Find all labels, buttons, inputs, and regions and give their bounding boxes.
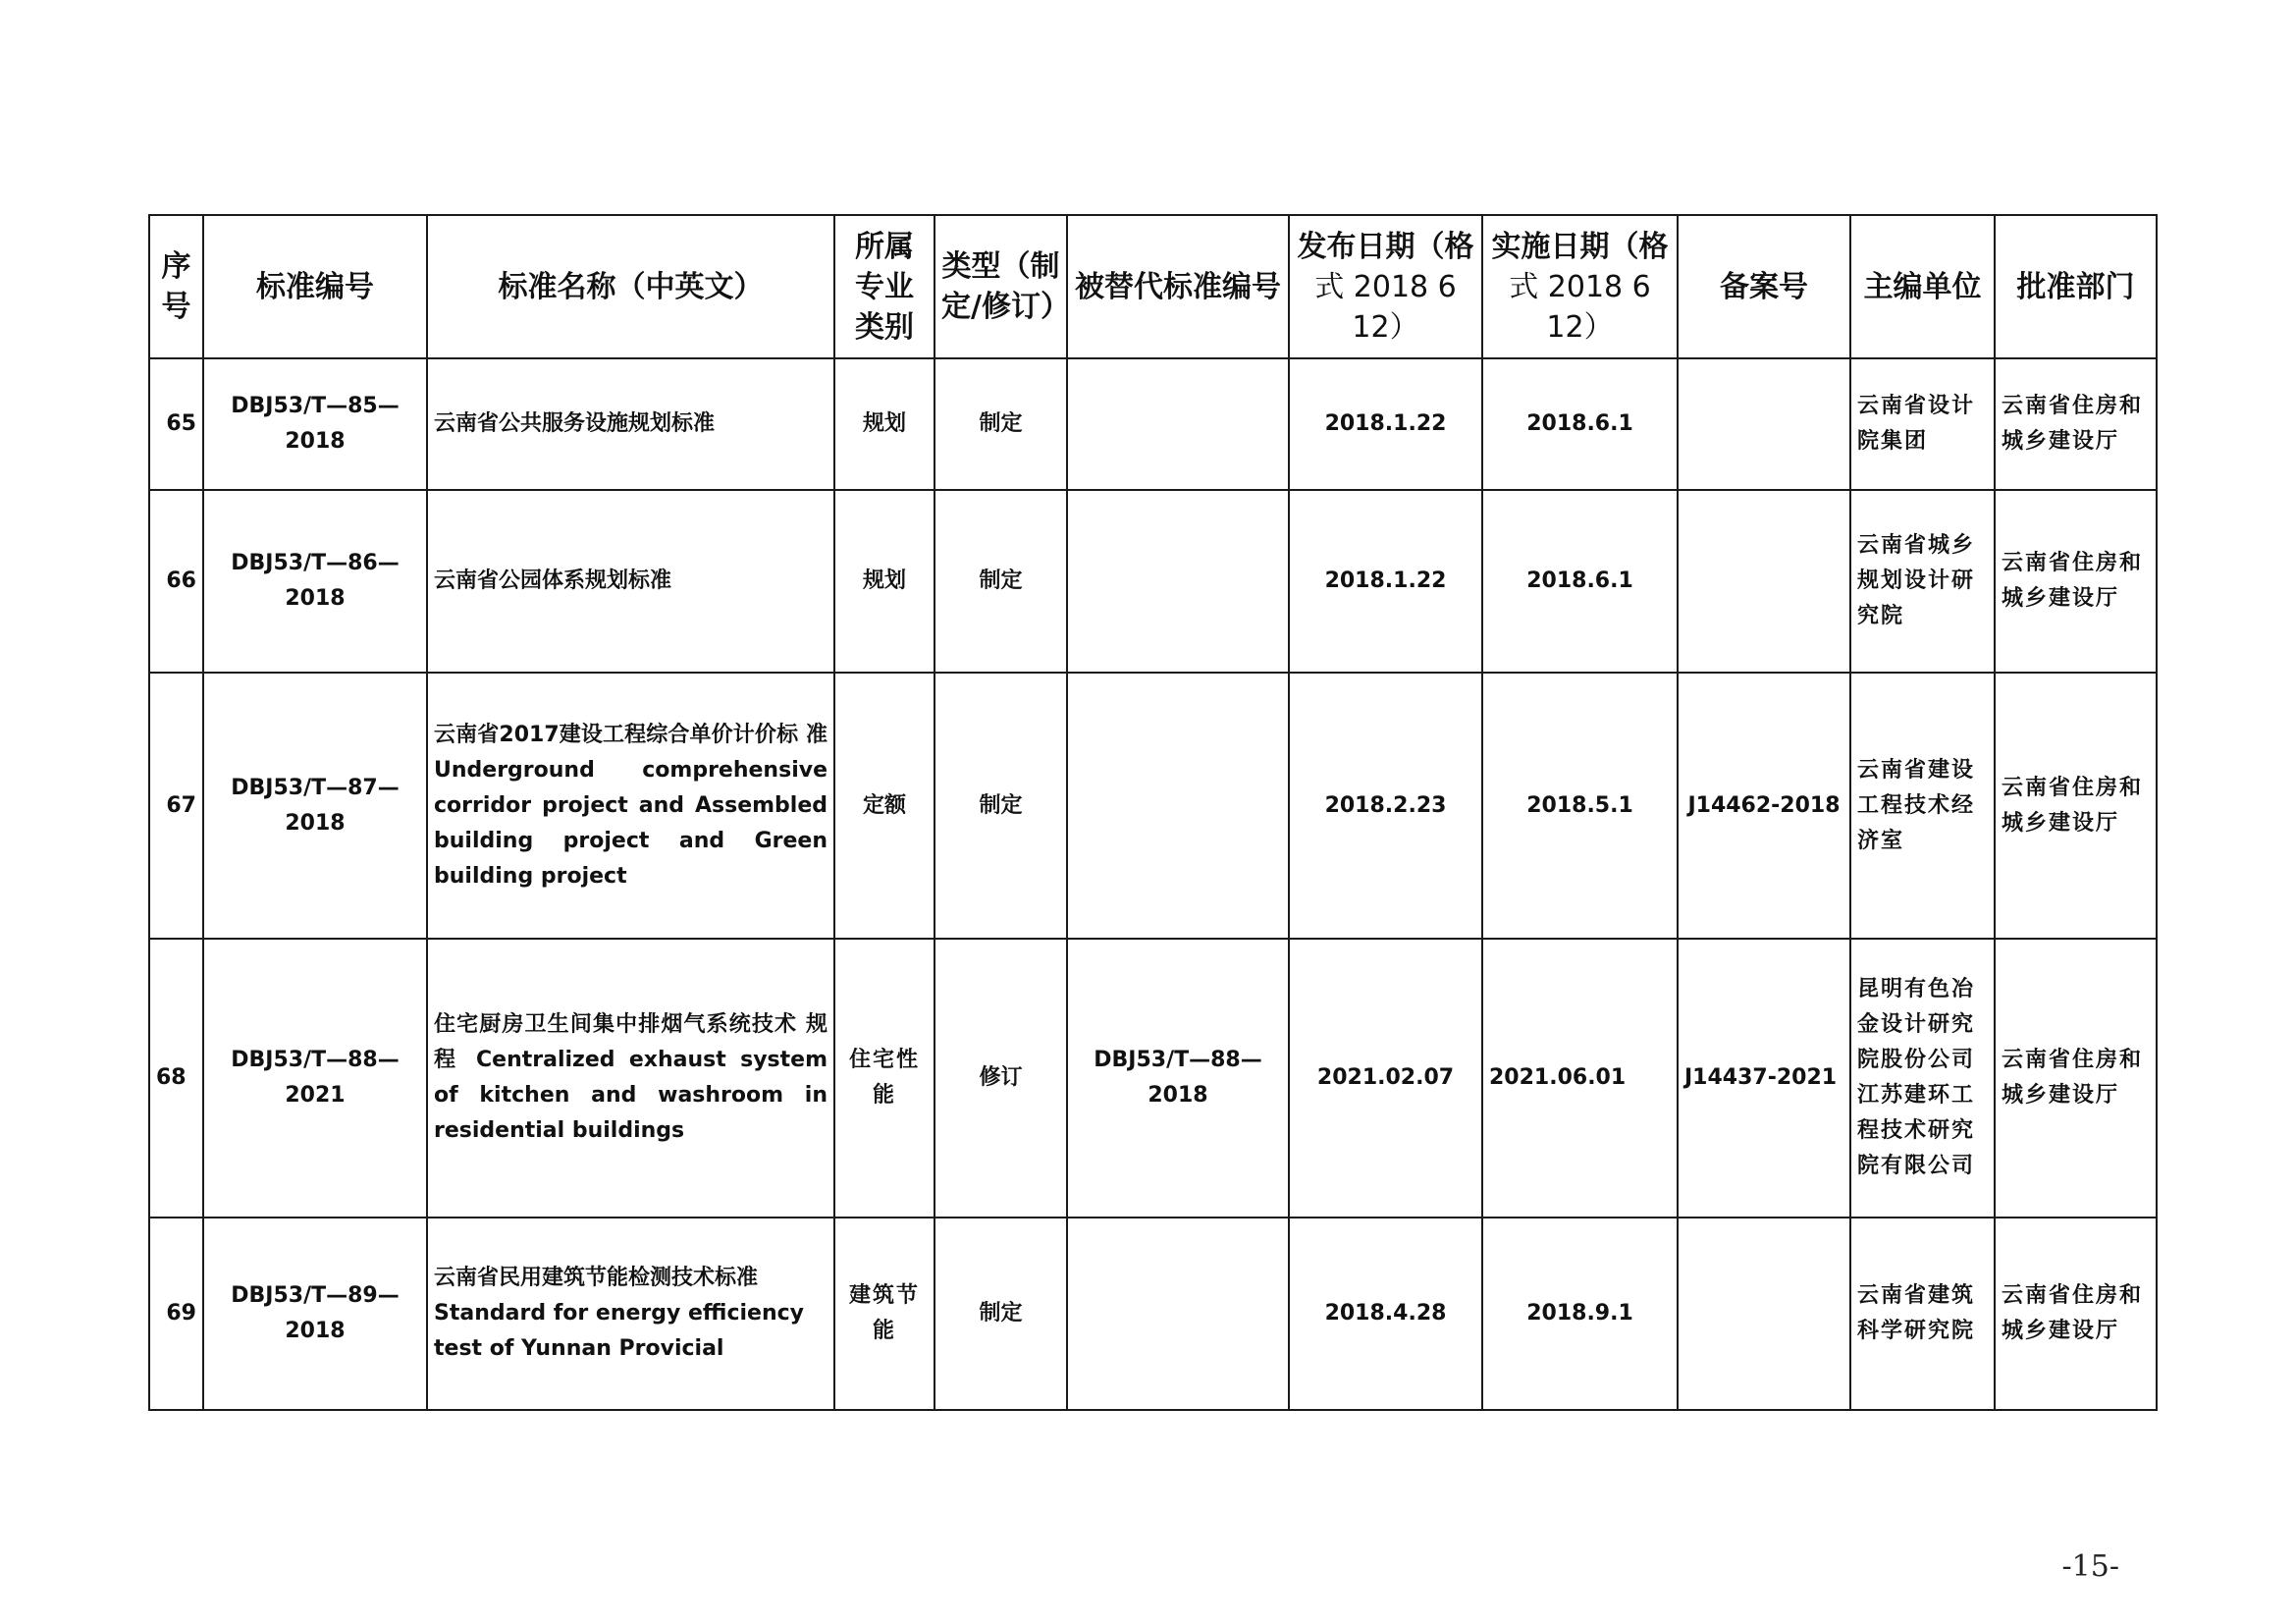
cell-code: DBJ53/T—88—2021	[203, 939, 427, 1218]
cell-effective-date: 2018.9.1	[1482, 1218, 1678, 1410]
cell-publish-date: 2018.4.28	[1289, 1218, 1482, 1410]
table-row	[149, 358, 2157, 490]
cell-replaced	[1067, 490, 1289, 673]
table-row	[149, 673, 2157, 939]
cell-effective-date: 2021.06.01	[1482, 939, 1678, 1218]
header-category: 所属专业类别	[834, 215, 934, 358]
cell-category: 住宅性能	[834, 939, 934, 1218]
cell-approver: 云南省住房和城乡建设厅	[1995, 939, 2157, 1218]
table-row	[149, 939, 2157, 1218]
cell-record	[1678, 490, 1850, 673]
cell-type: 制定	[934, 490, 1067, 673]
cell-seq: 65	[149, 358, 203, 490]
header-effective-date	[1482, 215, 1678, 358]
cell-seq: 69	[149, 1218, 203, 1410]
cell-record: J14462-2018	[1678, 673, 1850, 939]
cell-record	[1678, 1218, 1850, 1410]
cell-editor: 昆明有色冶金设计研究院股份公司 江苏建环工程技术研究院有限公司	[1850, 939, 1995, 1218]
cell-seq: 66	[149, 490, 203, 673]
header-type: 类型（制定/修订）	[934, 215, 1067, 358]
header-row	[149, 215, 2157, 358]
header-publish-date	[1289, 215, 1482, 358]
header-seq: 序号	[149, 215, 203, 358]
page-number: -15-	[2061, 1549, 2119, 1584]
cell-code: DBJ53/T—85—2018	[203, 358, 427, 490]
cell-category: 规划	[834, 358, 934, 490]
cell-approver: 云南省住房和城乡建设厅	[1995, 673, 2157, 939]
header-replaced: 被替代标准编号	[1067, 215, 1289, 358]
cell-category: 规划	[834, 490, 934, 673]
cell-approver: 云南省住房和城乡建设厅	[1995, 1218, 2157, 1410]
cell-effective-date: 2018.5.1	[1482, 673, 1678, 939]
cell-category: 建筑节能	[834, 1218, 934, 1410]
header-name: 标准名称（中英文）	[427, 215, 834, 358]
header-publish-label: 发布日期（格	[1297, 229, 1474, 264]
cell-type: 修订	[934, 939, 1067, 1218]
cell-name: 云南省民用建筑节能检测技术标准 Standard for energy efficiency test of Yunnan Provicial	[427, 1218, 834, 1410]
header-editor: 主编单位	[1850, 215, 1995, 358]
table-row	[149, 490, 2157, 673]
cell-publish-date: 2021.02.07	[1289, 939, 1482, 1218]
cell-category: 定额	[834, 673, 934, 939]
cell-seq: 67	[149, 673, 203, 939]
cell-replaced: DBJ53/T—88—2018	[1067, 939, 1289, 1218]
cell-publish-date: 2018.1.22	[1289, 490, 1482, 673]
cell-record	[1678, 358, 1850, 490]
header-approver: 批准部门	[1995, 215, 2157, 358]
cell-publish-date: 2018.1.22	[1289, 358, 1482, 490]
cell-editor: 云南省设计院集团	[1850, 358, 1995, 490]
cell-seq: 68	[149, 939, 203, 1218]
cell-effective-date: 2018.6.1	[1482, 490, 1678, 673]
cell-approver: 云南省住房和城乡建设厅	[1995, 358, 2157, 490]
cell-name: 云南省公共服务设施规划标准	[427, 358, 834, 490]
cell-replaced	[1067, 358, 1289, 490]
table-row	[149, 1218, 2157, 1410]
cell-editor: 云南省建设工程技术经济室	[1850, 673, 1995, 939]
header-code: 标准编号	[203, 215, 427, 358]
cell-replaced	[1067, 1218, 1289, 1410]
header-publish-format: 式 2018 6 12）	[1314, 269, 1457, 345]
cell-editor: 云南省建筑科学研究院	[1850, 1218, 1995, 1410]
cell-name: 云南省2017建设工程综合单价计价标 准 Underground comprehensive corridor project and Assembled building project and Green building project	[427, 673, 834, 939]
cell-record: J14437-2021	[1678, 939, 1850, 1218]
cell-type: 制定	[934, 1218, 1067, 1410]
cell-editor: 云南省城乡规划设计研究院	[1850, 490, 1995, 673]
cell-code: DBJ53/T—86—2018	[203, 490, 427, 673]
cell-replaced	[1067, 673, 1289, 939]
cell-name: 云南省公园体系规划标准	[427, 490, 834, 673]
cell-type: 制定	[934, 673, 1067, 939]
cell-code: DBJ53/T—87—2018	[203, 673, 427, 939]
cell-publish-date: 2018.2.23	[1289, 673, 1482, 939]
cell-code: DBJ53/T—89—2018	[203, 1218, 427, 1410]
cell-effective-date: 2018.6.1	[1482, 358, 1678, 490]
header-effective-format: 式 2018 6 12）	[1509, 269, 1651, 345]
header-record: 备案号	[1678, 215, 1850, 358]
cell-approver: 云南省住房和城乡建设厅	[1995, 490, 2157, 673]
header-effective-label: 实施日期（格	[1491, 229, 1669, 264]
cell-name: 住宅厨房卫生间集中排烟气系统技术 规程 Centralized exhaust system of kitchen and washroom in residential buildings	[427, 939, 834, 1218]
standards-table	[148, 214, 2158, 1411]
cell-type: 制定	[934, 358, 1067, 490]
